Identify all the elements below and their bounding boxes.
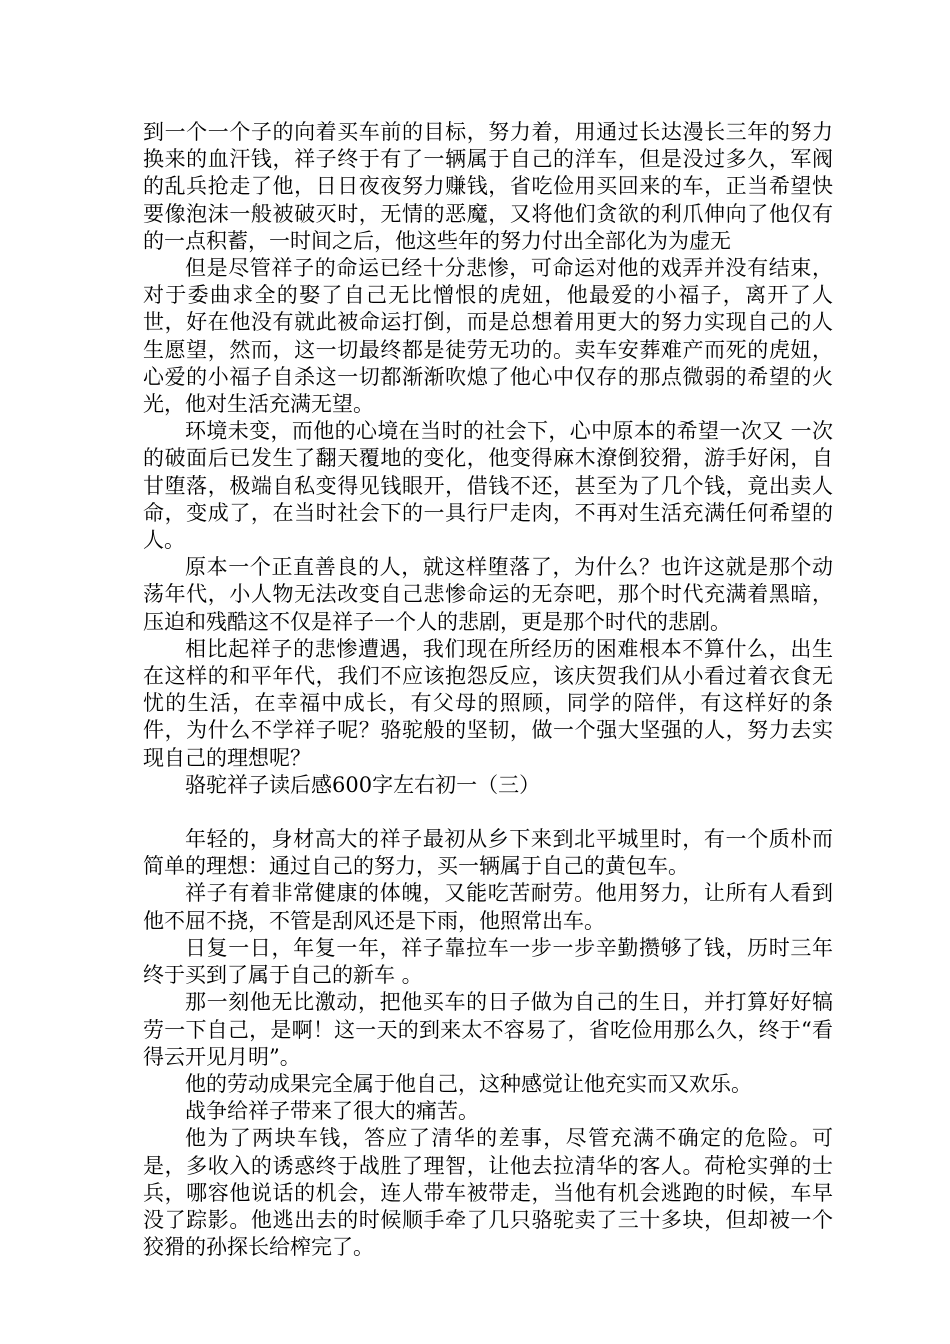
paragraph: 日复一日，年复一年，祥子靠拉车一步一步辛勤攒够了钱，历时三年终于买到了属于自己的新车 。 (143, 935, 833, 988)
paragraph: 他为了两块车钱，答应了清华的差事，尽管充满不确定的危险。可是，多收入的诱惑终于战胜了理智，让他去拉清华的客人。荷枪实弹的士兵，哪容他说话的机会，连人带车被带走，当他有机会逃跑的时候，车早没了踪影。他逃出去的时候顺手牵了几只骆驼卖了三十多块，但却被一个狡猾的孙探长给榨完了。 (143, 1126, 833, 1260)
paragraph-continued: 到一个一个子的向着买车前的目标，努力着，用通过长达漫长三年的努力换来的血汗钱，祥子终于有了一辆属于自己的洋车，但是没过多久，军阀的乱兵抢走了他，日日夜夜努力赚钱，省吃俭用买回来的车，正当希望快要像泡沫一般被破灭时，无情的恶魔，又将他们贪欲的利爪伸向了他仅有的一点积蓄，一时间之后，他这些年的努力付出全部化为为虚无 (143, 120, 833, 253)
paragraph: 相比起祥子的悲惨遭遇，我们现在所经历的困难根本不算什么，出生在这样的和平年代，我们不应该抱怨反应，该庆贺我们从小看过着衣食无忧的生活，在幸福中成长，有父母的照顾，同学的陪伴，有这样好的条件，为什么不学祥子呢？骆驼般的坚韧，做一个强大坚强的人，努力去实现自己的理想呢？ (143, 636, 833, 770)
section-heading: 骆驼祥子读后感600字左右初一（三） (185, 772, 541, 797)
paragraph: 环境未变，而他的心境在当时的社会下，心中原本的希望一次又 一次的破面后已发生了翻天覆地的变化，他变得麻木潦倒狡猾，游手好闲，自甘堕落，极端自私变得见钱眼开，借钱不还，甚至为了几个钱，竟出卖人命，变成了，在当时社会下的一具行尸走肉，不再对生活充满任何希望的人。 (143, 419, 833, 553)
paragraph: 年轻的，身材高大的祥子最初从乡下来到北平城里时，有一个质朴而简单的理想：通过自己的努力，买一辆属于自己的黄包车。 (143, 827, 833, 879)
blank-line (143, 799, 833, 826)
paragraph: 但是尽管祥子的命运已经十分悲惨，可命运对他的戏弄并没有结束，对于委曲求全的娶了自己无比憎恨的虎妞，他最爱的小福子，离开了人世，好在他没有就此被命运打倒，而是总想着用更大的努力实现自己的人生愿望，然而，这一切最终都是徒劳无功的。卖车安葬难产而死的虎妞，心爱的小福子自杀这一切都渐渐吹熄了他心中仅存的那点微弱的希望的火光，他对生活充满无望。 (143, 256, 833, 417)
paragraph: 战争给祥子带来了很大的痛苦。 (185, 1099, 479, 1124)
paragraph: 那一刻他无比激动，把他买车的日子做为自己的生日，并打算好好犒劳一下自己，是啊！这一天的到来太不容易了，省吃俭用那么久，终于“看得云开见月明”。 (143, 990, 833, 1069)
paragraph: 原本一个正直善良的人，就这样堕落了，为什么？也许这就是那个动荡年代，小人物无法改变自己悲惨命运的无奈吧，那个时代充满着黑暗，压迫和残酷这不仅是祥子一个人的悲剧，更是那个时代的悲剧。 (143, 555, 833, 634)
paragraph: 祥子有着非常健康的体魄，又能吃苦耐劳。他用努力，让所有人看到他不屈不挠，不管是刮风还是下雨，他照常出车。 (143, 881, 833, 933)
document-page (143, 119, 833, 1261)
paragraph: 他的劳动成果完全属于他自己，这种感觉让他充实而又欢乐。 (185, 1071, 752, 1096)
